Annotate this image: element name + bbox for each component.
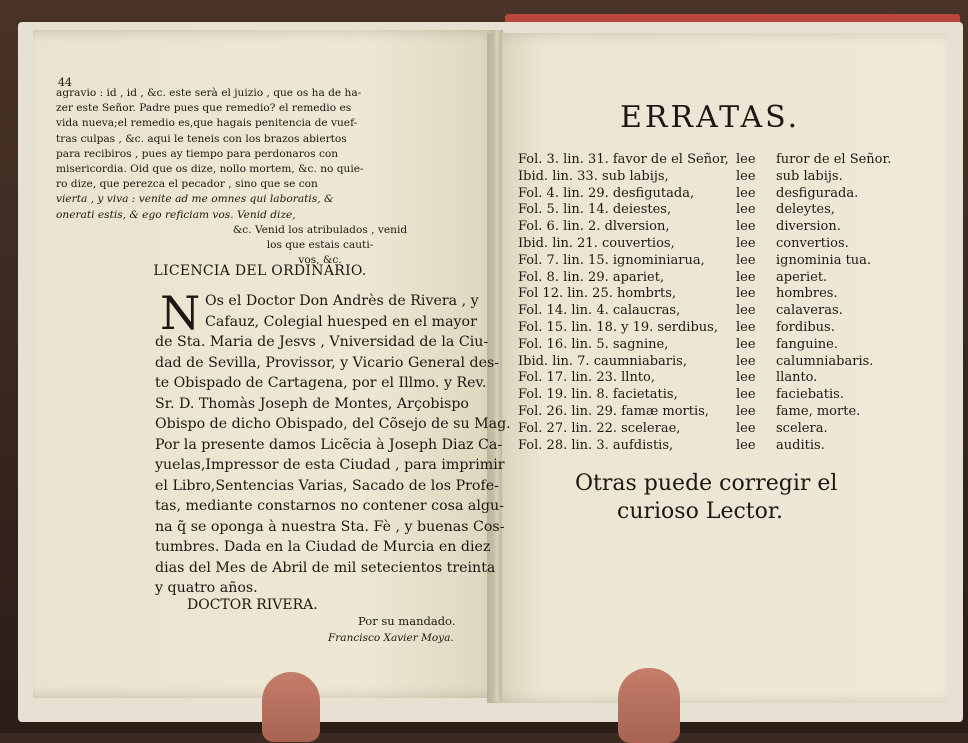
text-line: el Libro,Sentencias Varias, Sacado de los Profe-	[155, 477, 499, 494]
right-thumb	[618, 668, 680, 743]
closing-note	[575, 470, 838, 526]
closing-line: curioso Lector.	[617, 499, 783, 524]
errata-reference: Fol. 16. lin. 5. sagnine,	[518, 336, 669, 352]
text-line: na q̃ se oponga à nuestra Sta. Fè , y buenas Cos-	[155, 518, 505, 535]
errata-correction: calaveras.	[776, 303, 843, 319]
errata-correction: fordibus.	[776, 320, 835, 335]
sermon-text	[56, 86, 364, 223]
errata-read-word: lee	[736, 219, 756, 235]
text-line: de Sta. Maria de Jesvs , Vniversidad de la Ciu-	[155, 334, 489, 350]
text-line: dad de Sevilla, Provissor, y Vicario General des-	[155, 354, 500, 371]
errata-correction: deleytes,	[776, 202, 835, 218]
text-line: vos, &c.	[298, 254, 342, 267]
text-line: Cafauz, Colegial huesped en el mayor	[205, 313, 477, 330]
text-line: yuelas,Impressor de esta Ciudad , para imprimir	[155, 457, 505, 473]
errata-reference: Fol. 27. lin. 22. scelerae,	[518, 420, 681, 436]
text-line: ro dize, que perezca el pecador , sino que se con	[56, 178, 318, 191]
errata-reference: Fol. 19. lin. 8. facietatis,	[518, 387, 678, 403]
closing-line: Otras puede corregir el	[575, 471, 838, 496]
errata-correction: aperiet.	[776, 269, 828, 285]
text-line: Sr. D. Thomàs Joseph de Montes, Arçobispo	[155, 395, 469, 412]
errata-reference: Fol. 14. lin. 4. calaucras,	[518, 303, 681, 319]
errata-correction: hombres.	[776, 286, 838, 302]
text-line: &c. Venid los atribulados , venid	[232, 224, 408, 236]
errata-correction: sub labijs.	[776, 168, 843, 184]
errata-correction: convertios.	[776, 236, 849, 251]
drop-cap-letter: N	[160, 286, 201, 340]
errata-read-word: lee	[736, 152, 756, 167]
errata-correction: desfigurada.	[776, 185, 859, 201]
errata-correction: furor de el Señor.	[776, 152, 892, 167]
text-line: zer este Señor. Padre pues que remedio? el remedio es	[56, 102, 352, 115]
errata-reference: Fol. 17. lin. 23. llnto,	[518, 370, 655, 386]
text-line: tumbres. Dada en la Ciudad de Murcia en diez	[155, 539, 491, 555]
secretary-name: Francisco Xavier Moya.	[328, 632, 454, 644]
errata-read-word: lee	[736, 286, 756, 302]
text-line: vida nueva;el remedio es,que hagais penitencia de vuef-	[56, 117, 358, 130]
text-line: te Obispado de Cartagena, por el Illmo. y Rev.	[155, 375, 487, 391]
errata-reference: Fol. 28. lin. 3. aufdistis,	[518, 437, 674, 453]
errata-read-word: lee	[736, 437, 756, 453]
by-order-line: Por su mandado.	[358, 614, 456, 628]
errata-read-word: lee	[736, 336, 756, 352]
signer-name: DOCTOR RIVERA.	[187, 597, 318, 613]
errata-correction: diversion.	[776, 219, 841, 235]
errata-read-word: lee	[736, 269, 756, 285]
errata-read-word: lee	[736, 404, 756, 419]
page-number: 44	[58, 76, 72, 89]
errata-correction: scelera.	[776, 420, 828, 436]
errata-read-word: lee	[736, 370, 756, 386]
errata-reference: Ibid. lin. 21. couvertios,	[518, 236, 675, 251]
errata-reference: Fol 12. lin. 25. hombrts,	[518, 286, 677, 302]
errata-read-word: lee	[736, 168, 756, 184]
errata-correction: calumniabaris.	[776, 353, 874, 369]
errata-read-word: lee	[736, 236, 756, 251]
errata-read-word: lee	[736, 420, 756, 436]
errata-read-word: lee	[736, 202, 756, 218]
errata-reference: Fol. 6. lin. 2. dlversion,	[518, 219, 670, 235]
errata-reference: Fol. 3. lin. 31. favor de el Señor,	[518, 152, 729, 167]
errata-read-word: lee	[736, 320, 756, 335]
text-line: misericordia. Oid que os dize, nollo mortem, &c. no quie-	[56, 163, 364, 176]
errata-read-word: lee	[736, 387, 756, 403]
text-line: agravio : id , id , &c. este serà el juizio , que os ha de ha-	[56, 87, 362, 99]
errata-correction: fanguine.	[776, 336, 838, 352]
errata-read-word: lee	[736, 252, 756, 268]
licence-body	[55, 286, 511, 599]
errata-reference: Fol. 7. lin. 15. ignominiarua,	[518, 252, 705, 268]
errata-correction: fame, morte.	[776, 404, 861, 419]
text-line: y quatro años.	[155, 580, 258, 596]
text-line: dias del Mes de Abril de mil setecientos treinta	[155, 559, 496, 576]
errata-correction: ignominia tua.	[776, 252, 872, 268]
text-line: onerati estis, & ego reficiam vos. Venid dize,	[56, 208, 296, 221]
text-line: Obispo de dicho Obispado, del Cõsejo de su Mag.	[155, 416, 511, 432]
errata-read-word: lee	[736, 353, 756, 369]
text-line: vierta , y viva : venite ad me omnes qui laboratis, &	[56, 193, 334, 206]
errata-title: ERRATAS.	[620, 100, 801, 135]
text-line: Por la presente damos Licẽcia à Joseph Diaz Ca-	[155, 436, 503, 453]
text-line: tras culpas , &c. aqui le teneis con los brazos abiertos	[56, 132, 347, 145]
errata-reference: Fol. 26. lin. 29. famæ mortis,	[518, 404, 709, 419]
errata-reference: Fol. 15. lin. 18. y 19. serdibus,	[518, 320, 718, 335]
errata-correction: faciebatis.	[776, 387, 844, 403]
errata-correction: llanto.	[776, 370, 818, 386]
sermon-ending	[200, 223, 440, 269]
errata-reference: Fol. 8. lin. 29. apariet,	[518, 269, 665, 285]
errata-reference: Fol. 5. lin. 14. deiestes,	[518, 202, 672, 218]
errata-read-word: lee	[736, 185, 756, 201]
errata-reference: Ibid. lin. 33. sub labijs,	[518, 168, 669, 184]
licence-heading: LICENCIA DEL ORDINARIO.	[153, 263, 367, 279]
errata-reference: Fol. 4. lin. 29. desfigutada,	[518, 185, 695, 201]
text-line: Os el Doctor Don Andrès de Rivera , y	[205, 293, 479, 309]
text-line: los que estais cauti-	[266, 239, 374, 252]
left-thumb	[262, 672, 320, 742]
errata-correction: auditis.	[776, 437, 825, 453]
text-line: tas, mediante constarnos no contener cosa algu-	[155, 498, 504, 514]
errata-read-word: lee	[736, 303, 756, 319]
text-line: para recibiros , pues ay tiempo para perdonaros con	[56, 147, 339, 160]
errata-reference: Ibid. lin. 7. caumniabaris,	[518, 353, 687, 369]
